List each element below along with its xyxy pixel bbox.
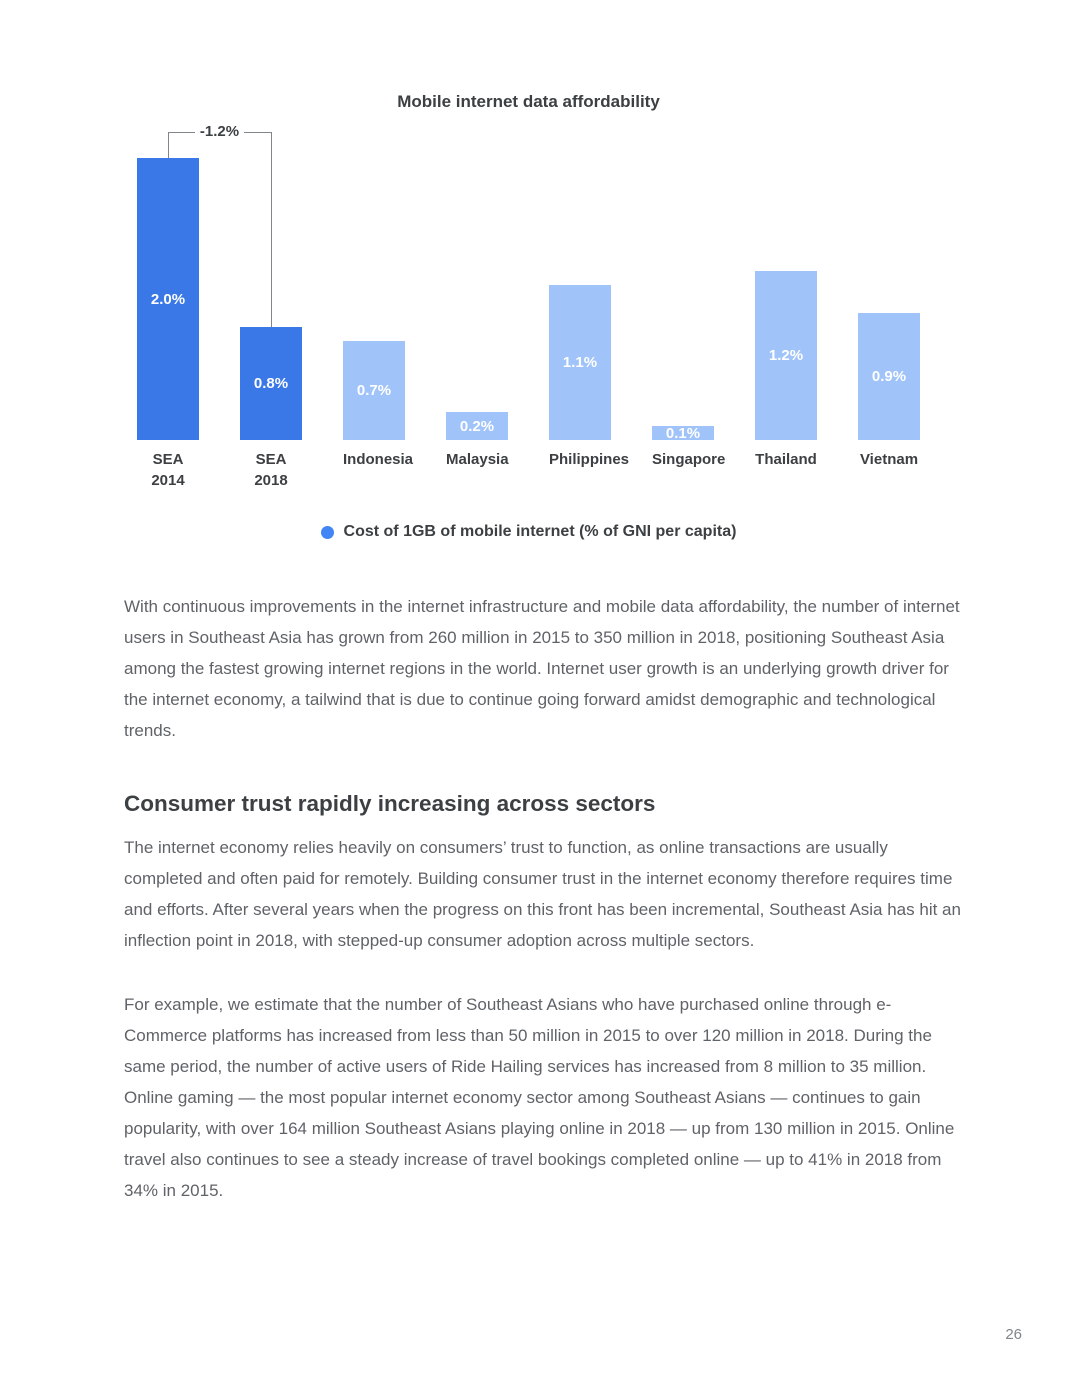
mobile-data-affordability-chart: [0, 0, 1080, 541]
legend-label: Cost of 1GB of mobile internet (% of GNI per capita): [343, 523, 737, 540]
axis-label-philippines: Philippines: [549, 451, 630, 468]
bar-value-label-sea-2018: 0.8%: [253, 375, 289, 392]
chart-bar-vietnam: [858, 313, 920, 440]
paragraph-internet-users: With continuous improvements in the internet infrastructure and mobile data affordability, the number of internet users in Southeast Asia has grown from 260 million in 2015 to 350 million in 2018, positioning Southeast Asia among the fastest growing internet regions in the world. Internet user growth is an underlying growth driver for the internet economy, a tailwind that is due to continue going forward amidst demographic and technological trends.: [124, 597, 960, 740]
paragraph-sector-examples: For example, we estimate that the number of Southeast Asians who have purchased online through e-Commerce platforms has increased from less than 50 million in 2015 to over 120 million in 2018. During the same period, the number of active users of Ride Hailing services has increased from 8 million to 35 million. Online gaming — the most popular internet economy sector among Southeast Asians — continues to gain popularity, with over 164 million Southeast Asians playing online in 2018 — up from 130 million in 2015. Online travel also continues to see a steady increase of travel bookings completed online — up to 41% in 2018 from 34% in 2015.: [124, 995, 955, 1200]
bar-value-label-singapore: 0.1%: [665, 424, 701, 442]
chart-axis-labels: [137, 449, 920, 491]
chart-bar-singapore: [652, 426, 714, 440]
axis-label-vietnam: Vietnam: [859, 451, 919, 468]
chart-bar-sea-2014: [137, 158, 199, 440]
page-number: 26: [1005, 1326, 1022, 1343]
bar-value-label-malaysia: 0.2%: [459, 417, 495, 435]
chart-plot-area: [137, 123, 920, 491]
axis-label-sea-2018: SEA 2018: [254, 451, 288, 489]
chart-bar-thailand: [755, 271, 817, 440]
chart-bar-malaysia: [446, 412, 508, 440]
chart-legend: [137, 523, 920, 541]
bar-value-label-sea-2014: 2.0%: [150, 290, 186, 308]
paragraph-consumer-trust: The internet economy relies heavily on consumers’ trust to function, as online transactions are usually completed and often paid for remotely. Building consumer trust in the internet economy therefore requires time and efforts. After several years when the progress on this front has been incremental, Southeast Asia has hit an inflection point in 2018, with stepped-up consumer adoption across multiple sectors.: [124, 838, 961, 950]
axis-label-malaysia: Malaysia: [446, 451, 509, 468]
legend-dot-icon: [321, 526, 334, 539]
bar-value-label-thailand: 1.2%: [768, 347, 804, 364]
chart-bar-philippines: [549, 285, 611, 440]
chart-annotation: [168, 123, 271, 141]
axis-label-thailand: Thailand: [755, 451, 817, 468]
annotation-label: -1.2%: [195, 123, 244, 140]
bar-value-label-indonesia: 0.7%: [356, 382, 392, 399]
axis-label-indonesia: Indonesia: [343, 451, 414, 468]
chart-bar-sea-2018: [240, 327, 302, 440]
axis-label-sea-2014: SEA 2014: [151, 451, 185, 489]
chart-bars: [137, 158, 920, 440]
chart-title: Mobile internet data affordability: [397, 92, 660, 111]
bar-value-label-philippines: 1.1%: [562, 354, 598, 371]
page-body-text: [124, 591, 969, 1206]
bar-value-label-vietnam: 0.9%: [871, 368, 907, 385]
section-heading-consumer-trust: Consumer trust rapidly increasing across sectors: [124, 791, 656, 816]
axis-label-singapore: Singapore: [652, 451, 726, 468]
chart-bar-indonesia: [343, 341, 405, 440]
annotation-bracket-right-tick: [271, 132, 272, 327]
